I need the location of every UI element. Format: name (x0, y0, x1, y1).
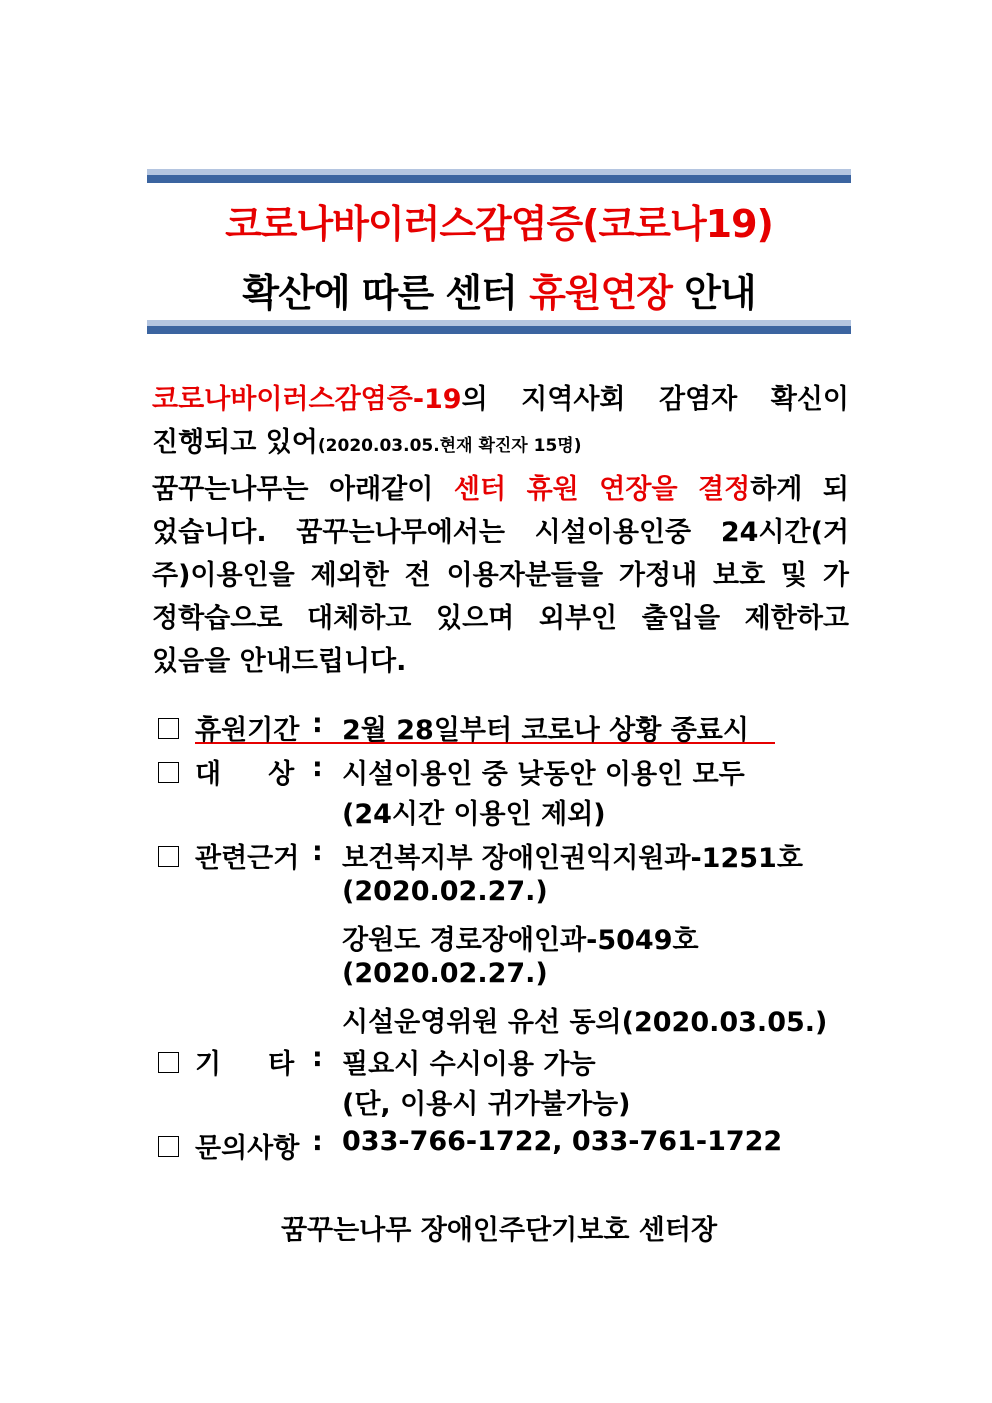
item-label: 휴원기간 (195, 715, 300, 746)
checkbox-icon (158, 846, 179, 867)
item-label: 기 타 (195, 1049, 295, 1080)
signature-line: 꿈꾸는나무 장애인주단기보호 센터장 (280, 1215, 718, 1246)
item-value-continued: (24시간 이용인 제외) (342, 799, 606, 830)
item-value-continued: (단, 이용시 귀가불가능) (342, 1089, 631, 1120)
item-label: 관련근거 (195, 843, 300, 874)
item-value: 2월 28일부터 코로나 상황 종료시 (342, 715, 749, 746)
checkbox-icon (158, 1136, 179, 1157)
item-value: 보건복지부 장애인권익지원과-1251호 (342, 843, 803, 874)
paragraph-text: 의 지역사회 감염자 확신이 (461, 384, 849, 415)
paragraph-line-5: 주)이용인을 제외한 전 이용자분들을 가정내 보호 및 가 (152, 560, 849, 591)
title-line-2 (147, 262, 851, 317)
item-colon: : (312, 1126, 323, 1157)
item-colon: : (312, 708, 323, 739)
paragraph-line-4: 었습니다. 꿈꾸는나무에서는 시설이용인중 24시간(거 (152, 517, 849, 548)
top-divider (147, 169, 851, 183)
checkbox-icon (158, 718, 179, 739)
checkbox-icon (158, 762, 179, 783)
item-value-continued: (2020.02.27.) (342, 876, 548, 907)
decision-highlight: 센터 휴원 연장을 결정 (453, 474, 751, 505)
item-value: 033-766-1722, 033-761-1722 (342, 1126, 783, 1157)
disease-name: 코로나바이러스감염증-19 (152, 384, 462, 415)
case-count-note: (2020.03.05.현재 확진자 15명) (317, 436, 582, 456)
paragraph-text: 꿈꾸는나무는 아래같이 (152, 474, 454, 505)
item-label: 대 상 (195, 759, 295, 790)
item-value-continued: 강원도 경로장애인과-5049호 (342, 925, 699, 956)
notice-paragraph (152, 378, 849, 683)
title-line-1: 코로나바이러스감염증(코로나19) (225, 202, 773, 246)
item-colon: : (312, 1042, 323, 1073)
item-value-continued: 시설운영위원 유선 동의(2020.03.05.) (342, 1007, 828, 1038)
item-value: 시설이용인 중 낮동안 이용인 모두 (342, 759, 745, 790)
bottom-divider (147, 320, 851, 334)
item-colon: : (312, 752, 323, 783)
paragraph-line-3 (152, 468, 849, 511)
item-label: 문의사항 (195, 1133, 300, 1164)
paragraph-line-6: 정학습으로 대체하고 있으며 외부인 출입을 제한하고 (152, 603, 849, 634)
paragraph-text: 진행되고 있어 (152, 427, 318, 458)
paragraph-text: 하게 되 (750, 474, 849, 505)
title-line-2-suffix: 안내 (671, 271, 756, 315)
paragraph-line-7: 있음을 안내드립니다. (152, 646, 407, 677)
checkbox-icon (158, 1052, 179, 1073)
paragraph-line-2 (152, 421, 849, 468)
title-highlight: 휴원연장 (529, 271, 672, 315)
item-colon: : (312, 836, 323, 867)
title-line-2-prefix: 확산에 따른 센터 (242, 271, 530, 315)
item-value-continued: (2020.02.27.) (342, 958, 548, 989)
item-value: 필요시 수시이용 가능 (342, 1049, 596, 1080)
paragraph-line-1 (152, 378, 849, 421)
